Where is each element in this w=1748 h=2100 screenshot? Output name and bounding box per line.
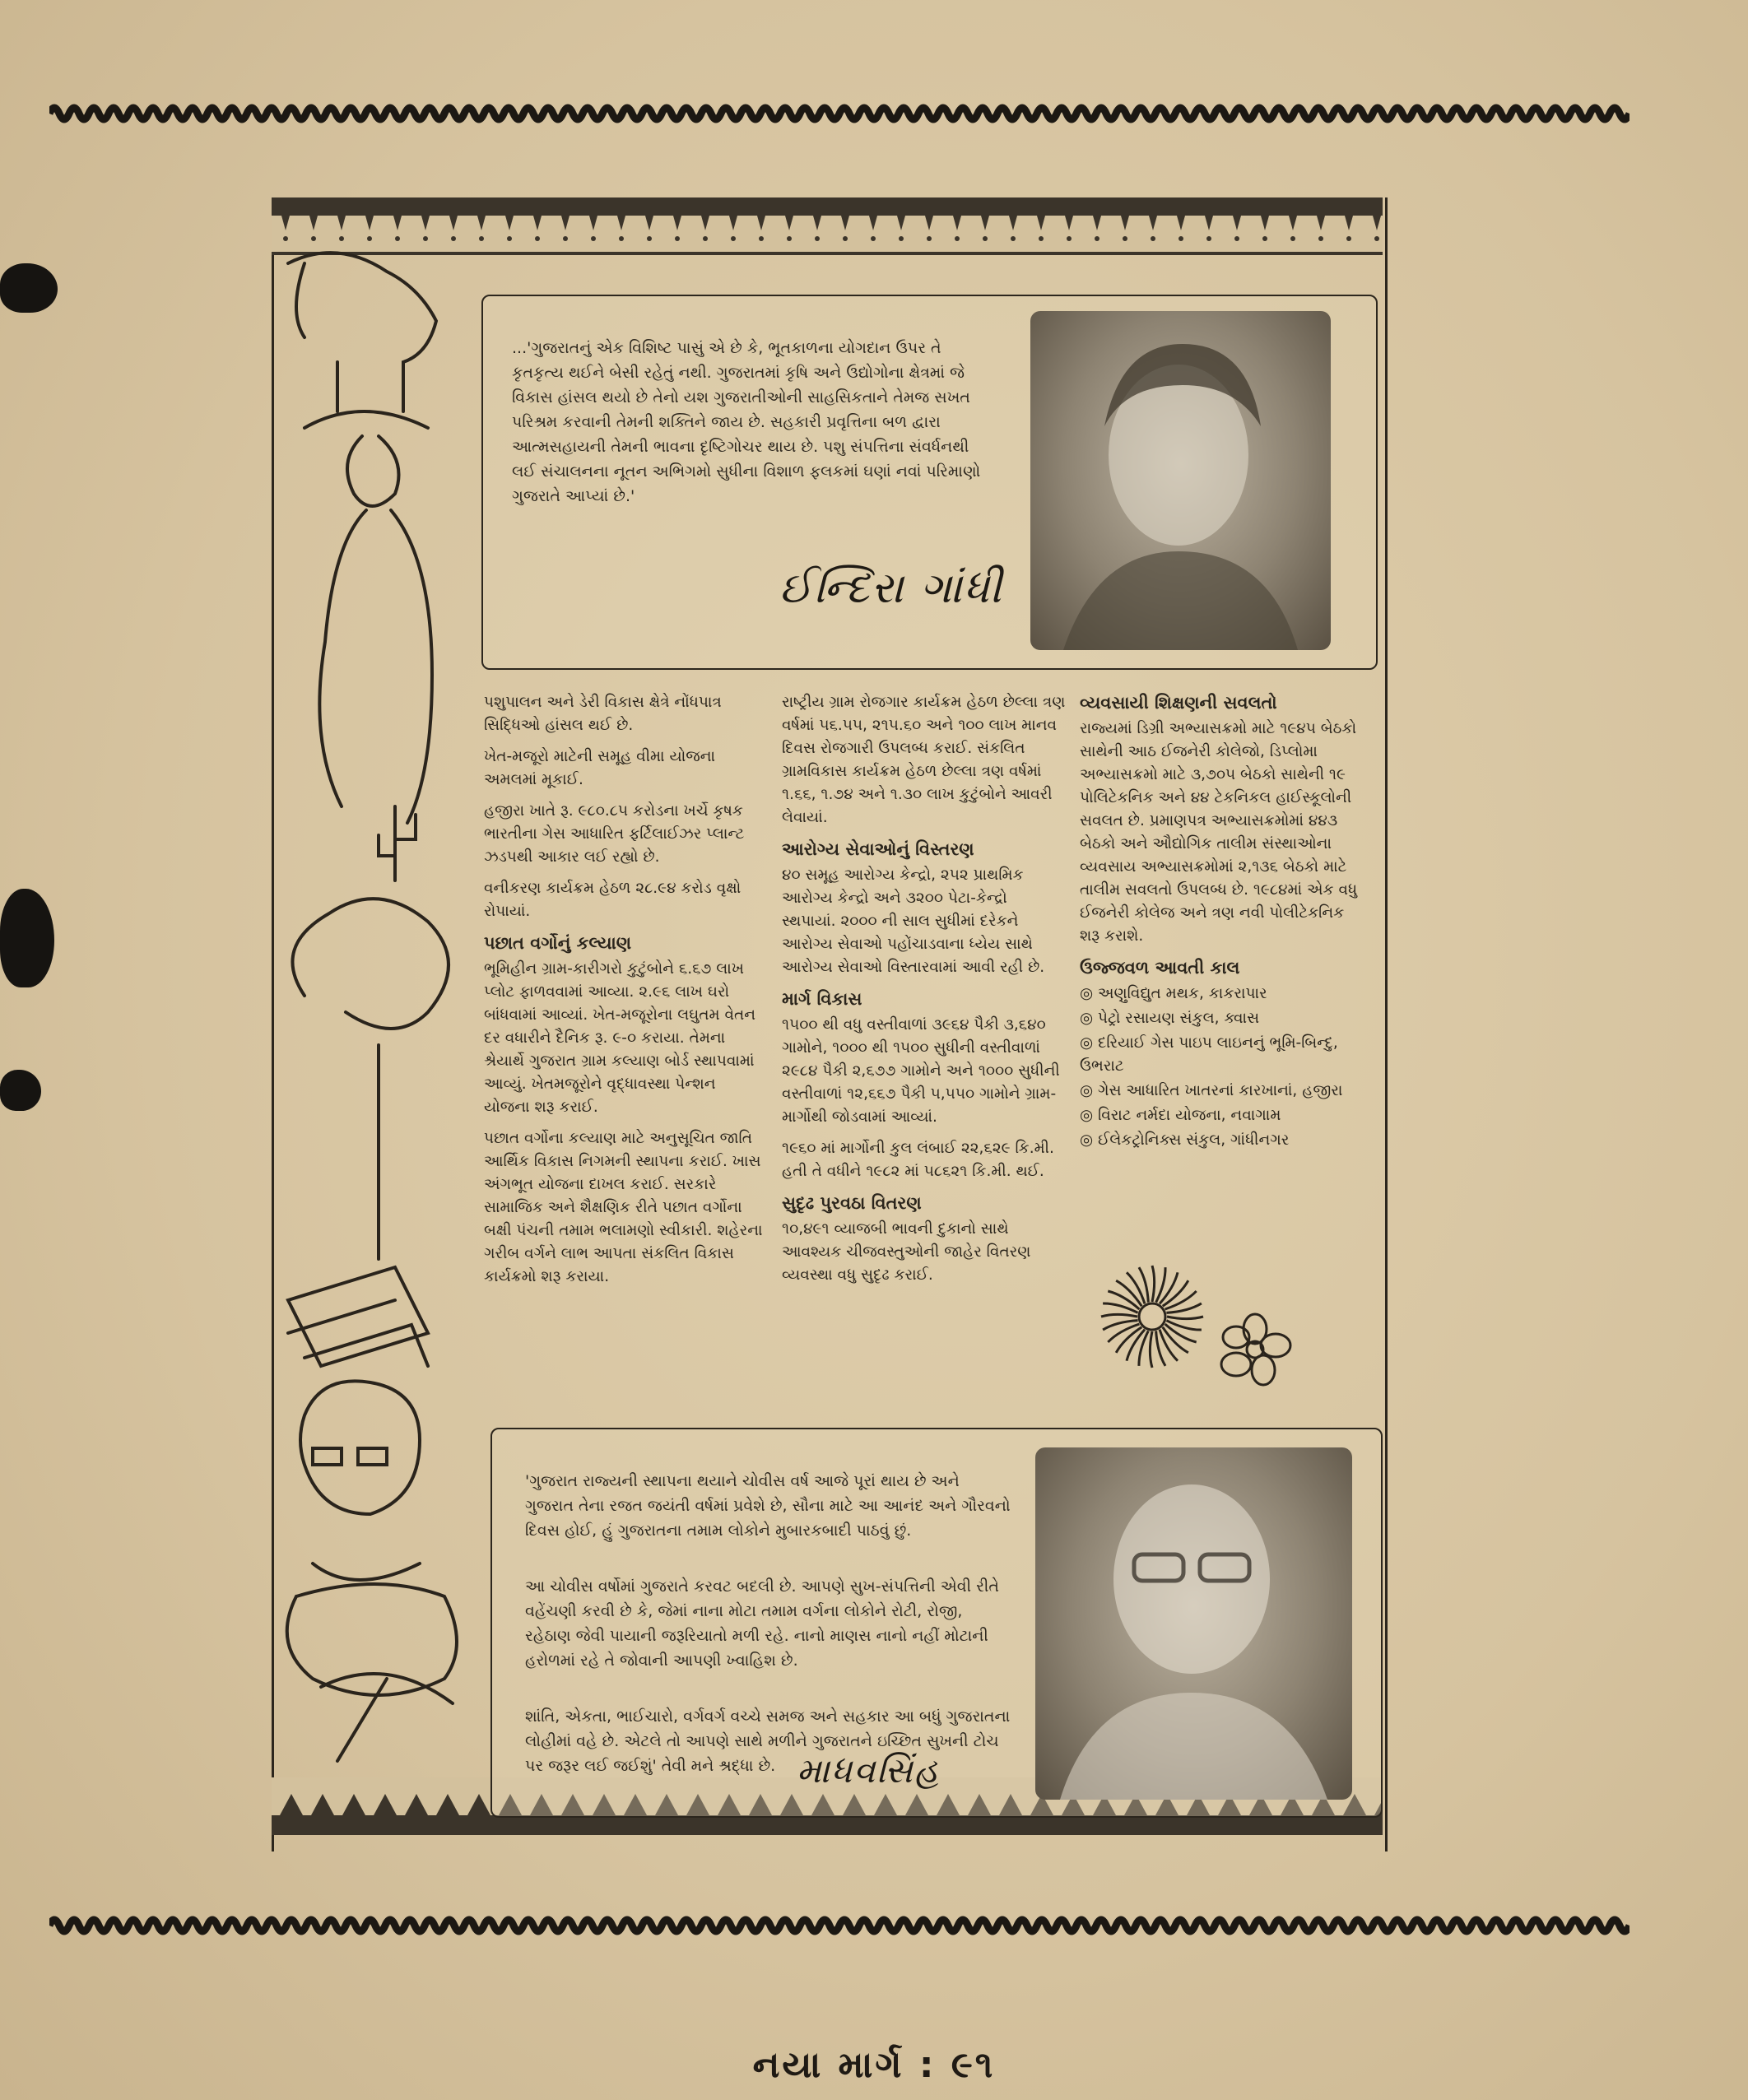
project-list-item: ◎ પેટ્રો રસાયણ સંકુલ, ક્વાસ xyxy=(1080,1007,1364,1030)
column-1-para: હજીરા ખાતે રૂ. ૯૮૦.૮૫ કરોડના ખર્ચે કૃષક ભારતીના ગેસ આધારિત ફર્ટિલાઈઝર પ્લાન્ટ ઝડપથી આકાર લઈ રહ્યો છે. xyxy=(484,802,745,866)
left-illustration-strip xyxy=(272,239,461,1786)
column-1-para: પછાત વર્ગોના કલ્યાણ માટે અનુસૂચિત જાતિ આર્થિક વિકાસ નિગમની સ્થાપના કરાઈ. ખાસ અંગભૂત યોજના દાખલ કરાઈ. સરકારે સામાજિક અને શૈક્ષણિક રીતે પછાત વર્ગોના બક્ષી પંચની તમામ ભલામણો સ્વીકારી. શહેરના ગરીબ વર્ગને લાભ આપતા સંકલિત વિકાસ કાર્યક્રમો શરૂ કરાયા. xyxy=(484,1130,763,1285)
bright-tomorrow-heading: ઉજ્જવળ આવતી કાલ xyxy=(1080,958,1240,978)
page-footer: નયા માર્ગ : ૯૧ xyxy=(752,2044,996,2086)
grain-sack-icon xyxy=(287,1584,457,1695)
pickaxe-icon xyxy=(321,1674,453,1761)
indira-gandhi-portrait xyxy=(1030,311,1331,650)
madhavsinh-quote-para: શાંતિ, એકતા, ભાઈચારો, વર્ગવર્ગ વચ્ચે સમજ અને સહકાર આ બધું ગુજરાતના લોહીમાં વહે છે. એટલે તો આપણે સાથે મળીને ગુજરાતને ઇચ્છિત સુખની ટોચ પર જરૂર લઈ જઈશું' તેવી મને શ્રદ્ધા છે. xyxy=(525,1707,1011,1775)
project-list-item: ◎ દરિયાઈ ગેસ પાઇપ લાઇનનું ભૂમિ-બિન્દુ, ઉભરાટ xyxy=(1080,1032,1364,1078)
project-list-item: ◎ ઈલેકટ્રોનિક્સ સંકુલ, ગાંધીનગર xyxy=(1080,1129,1364,1152)
man-with-glasses-icon xyxy=(300,1381,420,1580)
project-list-item: ◎ ગેસ આધારિત ખાતરનાં કારખાનાં, હજીરા xyxy=(1080,1080,1364,1103)
vocational-education-heading: વ્યવસાયી શિક્ષણની સવલતો xyxy=(1080,693,1277,713)
text-column-3 xyxy=(1080,691,1364,1154)
cow-icon xyxy=(288,253,436,411)
column-2-para: ૧૫૦૦ થી વધુ વસ્તીવાળાં ૩૯૬૪ પૈકી ૩,૬૪૦ ગામોને, ૧૦૦૦ થી ૧૫૦૦ સુધીની વસ્તીવાળાં ૨૯૮૪ પૈકી ૨,૬૭૭ ગામોને અને ૧૦૦૦ સુધીની વસ્તીવાળાં ૧૨,૬૬૭ પૈકી ૫,૫૫૦ ગામોને ગ્રામ-માર્ગોથી જોડવામાં આવ્યાં. xyxy=(782,1016,1060,1126)
column-1-para: ભૂમિહીન ગ્રામ-કારીગરો કુટુંબોને ૬.૬૭ લાખ પ્લોટ ફાળવવામાં આવ્યા. ૨.૯૬ લાખ ઘરો બાંધવામાં આવ્યાં. ખેત-મજૂરોના લઘુતમ વેતન દર વધારીને દૈનિક રૂ. ૯-૦ કરાયા. તેમના શ્રેયાર્થે ગુજરાત ગ્રામ કલ્યાણ બોર્ડ સ્થાપવામાં આવ્યું. ખેતમજૂરોને વૃદ્ધાવસ્થા પેન્શન યોજના શરૂ કરાઈ. xyxy=(484,960,756,1116)
indira-gandhi-quote-text: ...'ગુજરાતનું એક વિશિષ્ટ પાસું એ છે કે, ભૂતકાળના યોગદાન ઉપર તે કૃતકૃત્ય થઈને બેસી રહેતું નથી. ગુજરાતમાં કૃષિ અને ઉદ્યોગોના ક્ષેત્રમાં જે વિકાસ હાંસલ થયો છે તેનો યશ ગુજરાતીઓની સાહસિકતાને તેમજ સખત પરિશ્રમ કરવાની તેમની શક્તિને જાય છે. સહકારી પ્રવૃત્તિના બળ દ્વારા આત્મસહાયની તેમની ભાવના દૃષ્ટિગોચર થાય છે. પશુ સંપત્તિના સંવર્ધનથી લઈ સંચાલનના નૂતન અભિગમો સુધીના વિશાળ ફલકમાં ઘણાં નવાં પરિમાણો ગુજરાતે આપ્યાં છે.' xyxy=(512,339,981,505)
column-3-para: રાજ્યમાં ડિગ્રી અભ્યાસક્રમો માટે ૧૯૪૫ બેઠકો સાથેની આઠ ઈજનેરી કોલેજો, ડિપ્લોમા અભ્યાસક્રમો માટે ૩,૭૦૫ બેઠકો સાથેની ૧૯ પોલિટેકનિક અને ૪૪ ટેકનિકલ હાઈસ્કૂલોની સવલત છે. પ્રમાણપત્ર અભ્યાસક્રમોમાં ૪૪૩ બેઠકો અને ઔદ્યોગિક તાલીમ સંસ્થાઓના વ્યવસાય અભ્યાસક્રમોમાં ૨,૧૩૬ બેઠકો માટે તાલીમ સવલતો ઉપલબ્ધ છે. ૧૯૮૪માં એક વધુ ઈજનેરી કોલેજ અને ત્રણ નવી પોલીટેકનિક શરૂ કરાશે. xyxy=(1080,720,1358,945)
woman-with-basket-icon xyxy=(305,411,432,823)
top-wavy-border xyxy=(49,97,1629,130)
ink-blot xyxy=(0,1070,41,1111)
madhavsinh-signature: માધવસિંહ xyxy=(797,1750,941,1791)
project-list-item: ◎ અણુવિદ્યુત મથક, કાકરાપાર xyxy=(1080,983,1364,1006)
madhavsinh-portrait xyxy=(1035,1447,1352,1800)
tree-icon xyxy=(292,899,449,1259)
road-development-heading: માર્ગ વિકાસ xyxy=(782,989,862,1009)
bottom-wavy-border xyxy=(49,1909,1629,1942)
health-services-heading: આરોગ્ય સેવાઓનું વિસ્તરણ xyxy=(782,839,974,859)
column-2-para: ૧૯૬૦ માં માર્ગોની કુલ લંબાઈ ૨૨,૬૨૯ કિ.મી. હતી તે વધીને ૧૯૮૨ માં ૫૮૬૨૧ કિ.મી. થઈ. xyxy=(782,1140,1054,1180)
column-2-para: ૧૦,૪૯૧ વ્યાજબી ભાવની દુકાનો સાથે આવશ્યક ચીજવસ્તુઓની જાહેર વિતરણ વ્યવસ્થા વધુ સુદૃઢ કરાઈ. xyxy=(782,1220,1031,1284)
indira-gandhi-signature: ઈન્દિરા ગાંધી xyxy=(779,564,1003,613)
madhavsinh-quote-box xyxy=(490,1428,1383,1818)
ink-blot xyxy=(0,263,58,313)
indira-gandhi-quote-box xyxy=(481,295,1378,670)
column-1-para: ખેત-મજૂરો માટેની સમૂહ વીમા યોજના અમલમાં મૂકાઈ. xyxy=(484,748,716,788)
backward-classes-welfare-heading: પછાત વર્ગોનું કલ્યાણ xyxy=(484,933,632,953)
column-2-para: રાષ્ટ્રીય ગ્રામ રોજગાર કાર્યક્રમ હેઠળ છેલ્લા ત્રણ વર્ષમાં ૫૬.૫૫, ૨૧૫.૬૦ અને ૧૦૦ લાખ માનવ દિવસ રોજગારી ઉપલબ્ધ કરાઈ. સંકલિત ગ્રામવિકાસ કાર્યક્રમ હેઠળ છેલ્લા ત્રણ વર્ષમાં ૧.૬૬, ૧.૭૪ અને ૧.૩૦ લાખ કુટુંબોને આવરી લેવાયાં. xyxy=(782,694,1066,826)
madhavsinh-quote-para: આ ચોવીસ વર્ષોમાં ગુજરાતે કરવટ બદલી છે. આપણે સુખ-સંપત્તિની એવી રીતે વહેંચણી કરવી છે કે, જેમાં નાના મોટા તમામ વર્ગના લોકોને રોટી, રોજી, રહેઠાણ જેવી પાયાની જરૂરિયાતો મળી રહે. નાનો માણસ નાનો નહીં મોટાની હરોળમાં રહે તે જોવાની આપણી ખ્વાહિશ છે. xyxy=(525,1577,999,1670)
supply-distribution-heading: સુદૃઢ પુરવઠા વિતરણ xyxy=(782,1193,922,1213)
column-1-para: પશુપાલન અને ડેરી વિકાસ ક્ષેત્રે નોંધપાત્ર સિદ્ધિઓ હાંસલ થઈ છે. xyxy=(484,694,722,734)
text-column-2 xyxy=(782,691,1066,1295)
column-2-para: ૪૦ સમૂહ આરોગ્ય કેન્દ્રો, ૨૫૨ પ્રાથમિક આરોગ્ય કેન્દ્રો અને ૩૨૦૦ પેટા-કેન્દ્રો સ્થપાયાં. ૨૦૦૦ ની સાલ સુધીમાં દરેકને આરોગ્ય સેવાઓ પહોંચાડવાના ધ્યેય સાથે આરોગ્ય સેવાઓ વિસ્તારવામાં આવી રહી છે. xyxy=(782,866,1045,976)
column-1-para: વનીકરણ કાર્યક્રમ હેઠળ ૨૮.૯૪ કરોડ વૃક્ષો રોપાયાં. xyxy=(484,880,742,920)
project-list-item: ◎ વિરાટ નર્મદા યોજના, નવાગામ xyxy=(1080,1104,1364,1127)
books-icon xyxy=(288,1267,428,1366)
flower-ornament-icon xyxy=(1095,1251,1309,1407)
madhavsinh-quote-para: 'ગુજરાત રાજ્યની સ્થાપના થયાને ચોવીસ વર્ષ આજે પૂરાં થાય છે અને ગુજરાત તેના રજત જયંતી વર્ષમાં પ્રવેશે છે, સૌના માટે આ આનંદ અને ગૌરવનો દિવસ હોઈ, હું ગુજરાતના તમામ લોકોને મુબારકબાદી પાઠવું છું. xyxy=(525,1472,1011,1540)
ink-blot xyxy=(0,889,54,987)
text-column-1 xyxy=(484,691,764,1297)
